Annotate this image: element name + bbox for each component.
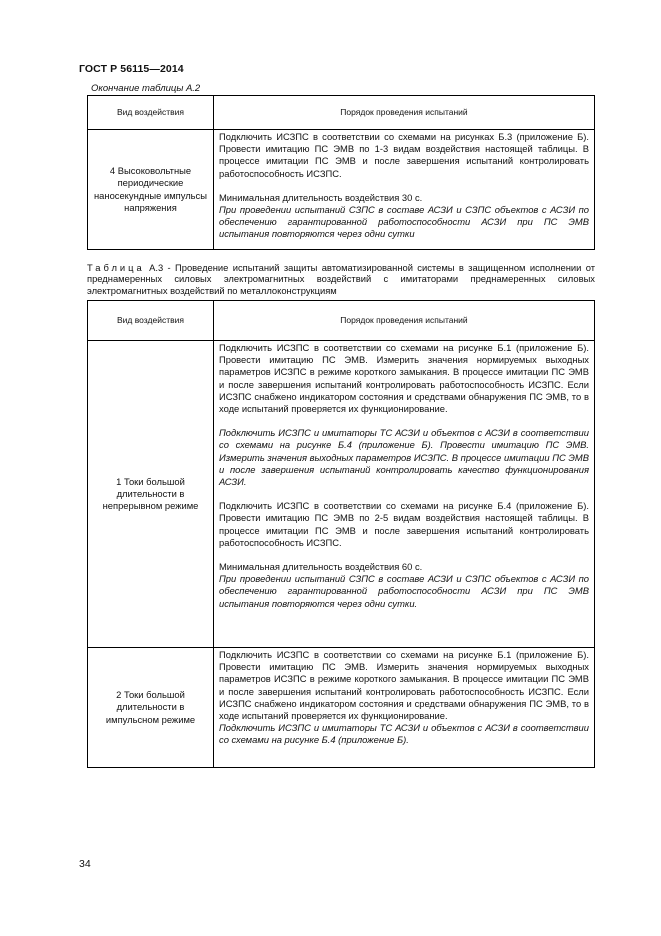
column-header-procedure: Порядок проведения испытаний [214, 96, 595, 130]
procedure-paragraph: Подключить ИСЗПС и имитаторы ТС АСЗИ и объектов с АСЗИ в соответствии со схемами на рисунке Б.4 (приложение Б). Провести имитацию ПС ЭМВ. Измерить значения выходных параметров ИСЗПС. В процессе имитации ПС ЭМВ и после завершения испытаний контролировать качество функционирования АСЗИ. [219, 427, 589, 488]
table-header-row [88, 301, 595, 341]
procedure-paragraph: Подключить ИСЗПС в соответствии со схемами на рисунке Б.1 (приложение Б). Провести имитацию ПС ЭМВ. Измерить значения нормируемых выходных параметров ИСЗПС в режиме короткого замыкания. В процессе имитации ПС ЭМВ и после завершения испытаний контролировать работоспособность ИСЗПС. Если ИСЗПС снабжено индикатором состояния и средствами обнаружения ПС ЭМВ, то в ходе испытаний проверяется их функционирование. [219, 342, 589, 415]
table-continuation-caption: Окончание таблицы А.2 [91, 83, 201, 94]
page-number: 34 [79, 858, 91, 870]
table-a3-caption [87, 262, 595, 296]
column-header-impact: Вид воздействия [88, 96, 214, 130]
impact-cell: 1 Токи большой длительности в непрерывном режиме [88, 341, 214, 648]
table-row [88, 648, 595, 768]
table-a3-caption-text: А.3 - Проведение испытаний защиты автоматизированной системы в защищенном исполнении от преднамеренных силовых электромагнитных воздействий с имитаторами преднамеренных силовых электромагнитных воздействий по металлоконструкциям [87, 262, 596, 296]
procedure-cell [214, 130, 595, 250]
table-header-row [88, 96, 595, 130]
standard-designation: ГОСТ Р 56115—2014 [79, 63, 184, 75]
table-row [88, 130, 595, 250]
impact-cell: 2 Токи большой длительности в импульсном режиме [88, 648, 214, 768]
table-row [88, 341, 595, 648]
procedure-cell [214, 648, 595, 768]
procedure-paragraph: Подключить ИСЗПС в соответствии со схемами на рисунках Б.3 (приложение Б). Провести имитацию ПС ЭМВ по 1-3 видам воздействия настоящей таблицы. В процессе имитации ПС ЭМВ и после завершения испытаний контролировать работоспособность ИСЗПС. [219, 131, 589, 179]
procedure-note: При проведении испытаний СЗПС в составе АСЗИ и СЗПС объектов с АСЗИ по обеспечению гарантированной работоспособности АСЗИ при ПС ЭМВ испытания повторяются через одни сутки [219, 204, 589, 240]
procedure-note: При проведении испытаний СЗПС в составе АСЗИ и СЗПС объектов с АСЗИ по обеспечению гарантированной работоспособности АСЗИ при ПС ЭМВ испытания повторяются через одни сутки. [219, 573, 589, 609]
table-a3 [87, 300, 595, 768]
impact-cell: 4 Высоковольтные периодические наносекундные импульсы напряжения [88, 130, 214, 250]
procedure-paragraph: Подключить ИСЗПС в соответствии со схемами на рисунке Б.4 (приложение Б). Провести имитацию ПС ЭМВ по 2-5 видам воздействия настоящей таблицы. В процессе имитации ПС ЭМВ и после завершения испытаний контролировать работоспособность ИСЗПС. [219, 500, 589, 548]
procedure-cell [214, 341, 595, 648]
table-word: Таблица [87, 262, 145, 273]
procedure-paragraph: Подключить ИСЗПС в соответствии со схемами на рисунке Б.1 (приложение Б). Провести имитацию ПС ЭМВ. Измерить значения нормируемых выходных параметров ИСЗПС в режиме короткого замыкания. В процессе имитации ПС ЭМВ и после завершения испытаний контролировать работоспособность ИСЗПС. Если ИСЗПС снабжено индикатором состояния и средствами обнаружения ПС ЭМВ, то в ходе испытаний проверяется их функционирование. [219, 649, 589, 722]
table-a2 [87, 95, 595, 250]
procedure-paragraph: Подключить ИСЗПС и имитаторы ТС АСЗИ и объектов с АСЗИ в соответствии со схемами на рисунке Б.4 (приложение Б). [219, 722, 589, 746]
column-header-impact: Вид воздействия [88, 301, 214, 341]
procedure-paragraph: Минимальная длительность воздействия 30 с. [219, 191, 423, 203]
procedure-paragraph: Минимальная длительность воздействия 60 с. [219, 561, 423, 573]
column-header-procedure: Порядок проведения испытаний [214, 301, 595, 341]
